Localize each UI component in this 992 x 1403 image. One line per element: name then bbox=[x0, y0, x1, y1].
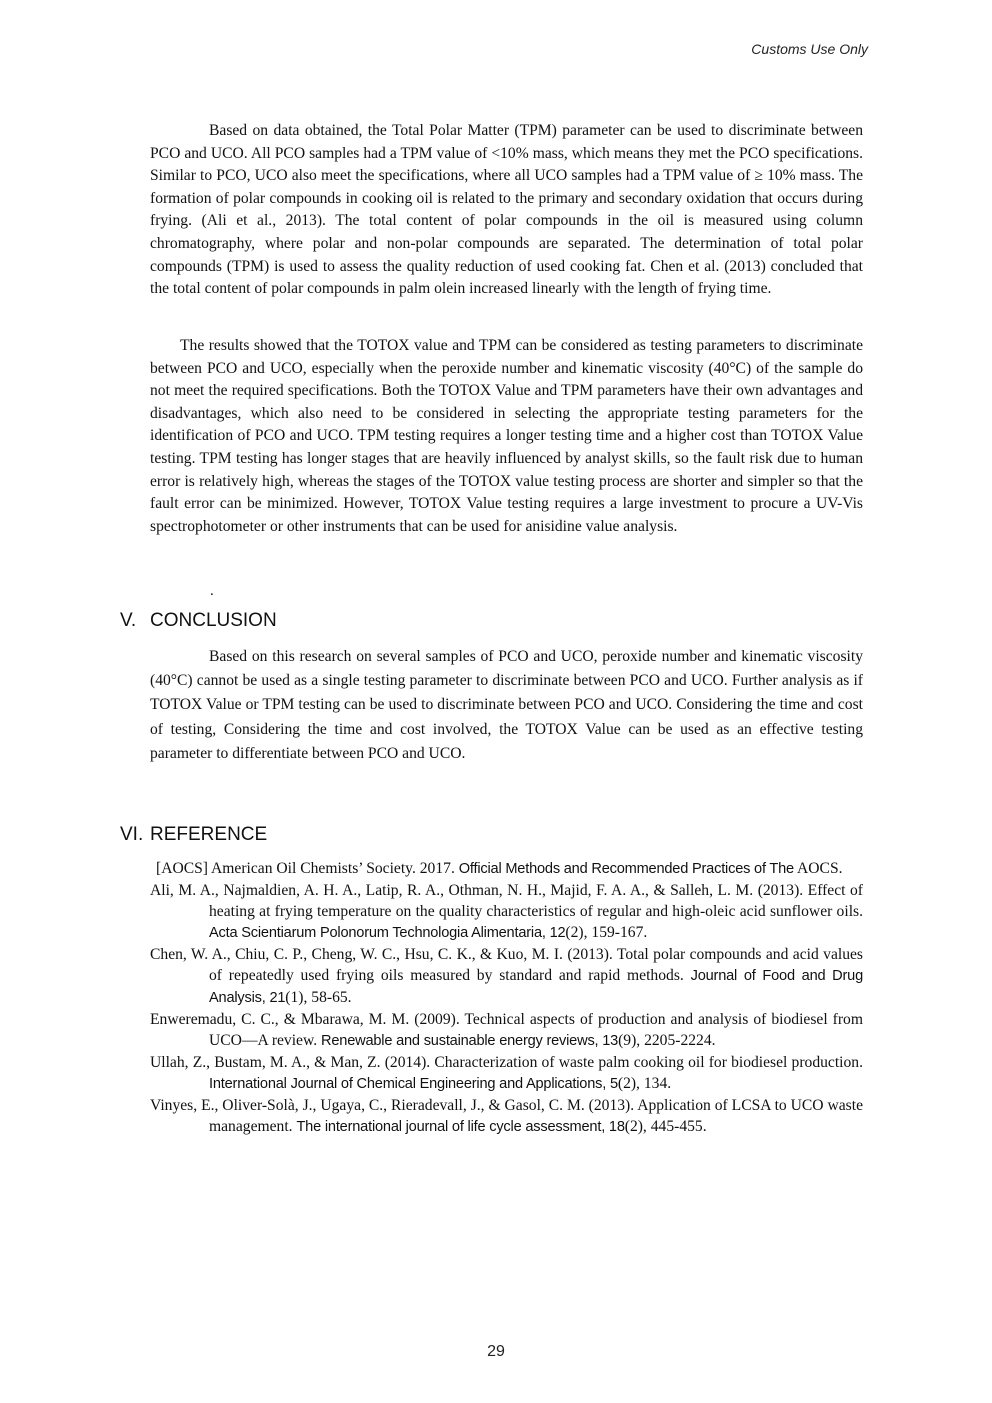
paragraph-tpm-discussion: Based on data obtained, the Total Polar Matter (TPM) parameter can be used to discriminate between PCO and UCO. All PCO samples had a TPM value of <10% mass, which means they met the PCO specifications. Similar to PCO, UCO also meet the specifications, where all UCO samples had a TPM value of ≥ 10% mass. The formation of polar compounds in cooking oil is related to the primary and secondary oxidation that occurs during frying. (Ali et al., 2013). The total content of polar compounds in the oil is measured using column chromatography, where polar and non-polar compounds are separated. The determination of total polar compounds (TPM) is used to assess the quality reduction of used cooking fat. Chen et al. (2013) concluded that the total content of polar compounds in palm olein increased linearly with the length of frying time. bbox=[150, 122, 863, 298]
reference-details: (2), 134. bbox=[617, 1075, 672, 1092]
reference-source: Renewable and sustainable energy reviews, 13 bbox=[321, 1033, 619, 1049]
reference-details: AOCS. bbox=[793, 860, 843, 877]
header-note: Customs Use Only bbox=[751, 41, 868, 57]
reference-source: The international journal of life cycle assessment, 18 bbox=[296, 1119, 625, 1135]
reference-source: Acta Scientiarum Polonorum Technologia Alimentaria, 12 bbox=[209, 925, 566, 941]
reference-source: Official Methods and Recommended Practices of The bbox=[458, 861, 794, 877]
reference-authors: Enweremadu, C. C., & Mbarawa, M. M. (2009). Technical aspects of production and analysis of biodiesel from UCO—A review. bbox=[150, 1011, 863, 1049]
reference-authors: Vinyes, E., Oliver-Solà, J., Ugaya, C., Rieradevall, J., & Gasol, C. M. (2013). Application of LCSA to UCO waste management. bbox=[150, 1097, 863, 1135]
page-number: 29 bbox=[487, 1343, 505, 1360]
reference-item bbox=[150, 858, 863, 880]
reference-details: (2), 159-167. bbox=[565, 924, 648, 941]
stray-dot: . bbox=[210, 583, 214, 599]
reference-source: International Journal of Chemical Engineering and Applications, 5 bbox=[209, 1076, 618, 1092]
reference-details: (9), 2205-2224. bbox=[618, 1032, 716, 1049]
reference-authors: Chen, W. A., Chiu, C. P., Cheng, W. C., Hsu, C. K., & Kuo, M. I. (2013). Total polar compounds and acid values of repeatedly used frying oils measured by standard and rapid methods. bbox=[150, 946, 863, 984]
reference-authors: Ali, M. A., Najmaldien, A. H. A., Latip, R. A., Othman, N. H., Majid, F. A. A., & Salleh, L. M. (2013). Effect of heating at frying temperature on the quality characteristics of regular and high-oleic acid sunflower oils. bbox=[150, 882, 863, 920]
reference-list bbox=[150, 858, 863, 1138]
reference-item bbox=[150, 944, 863, 1009]
section-title: REFERENCE bbox=[150, 824, 268, 845]
reference-details: (2), 445-455. bbox=[624, 1118, 707, 1135]
section-number: V. bbox=[120, 610, 137, 631]
reference-details: (1), 58-65. bbox=[285, 989, 352, 1006]
reference-authors: [AOCS] American Oil Chemists’ Society. 2017. bbox=[156, 860, 459, 877]
section-heading-reference bbox=[120, 824, 267, 846]
paragraph-conclusion: Based on this research on several samples of PCO and UCO, peroxide number and kinematic viscosity (40°C) cannot be used as a single testing parameter to discriminate between PCO and UCO. Further analysis as if TOTOX Value or TPM testing can be used to discriminate between PCO and UCO. Considering the time and cost of testing, Considering the time and cost involved, the TOTOX Value can be used as an effective testing parameter to differentiate between PCO and UCO. bbox=[150, 648, 863, 762]
reference-source: Journal of Food and Drug Analysis, 21 bbox=[209, 968, 864, 1006]
reference-item bbox=[150, 1009, 863, 1052]
section-title: CONCLUSION bbox=[150, 610, 277, 631]
section-number: VI. bbox=[120, 824, 144, 845]
reference-authors: Ullah, Z., Bustam, M. A., & Man, Z. (2014). Characterization of waste palm cooking oil for biodiesel production. bbox=[150, 1054, 863, 1071]
reference-item bbox=[150, 1052, 863, 1095]
reference-item bbox=[150, 1095, 863, 1138]
section-heading-conclusion bbox=[120, 610, 277, 632]
reference-item bbox=[150, 880, 863, 944]
paragraph-totox-tpm-comparison: The results showed that the TOTOX value and TPM can be considered as testing parameters to discriminate between PCO and UCO, especially when the peroxide number and kinematic viscosity (40°C) of the sample do not meet the required specifications. Both the TOTOX Value and TPM parameters have their own advantages and disadvantages, which also need to be considered in selecting the appropriate testing parameters for the identification of PCO and UCO. TPM testing requires a longer testing time and a higher cost than TOTOX Value testing. TPM testing has longer stages that are heavily influenced by analyst skills, so the fault risk due to human error is relatively high, whereas the stages of the TOTOX value testing process are shorter and simpler so that the fault error can be minimized. However, TOTOX Value testing requires a large investment to procure a UV-Vis spectrophotometer or other instruments that can be used for anisidine value analysis. bbox=[150, 337, 863, 535]
